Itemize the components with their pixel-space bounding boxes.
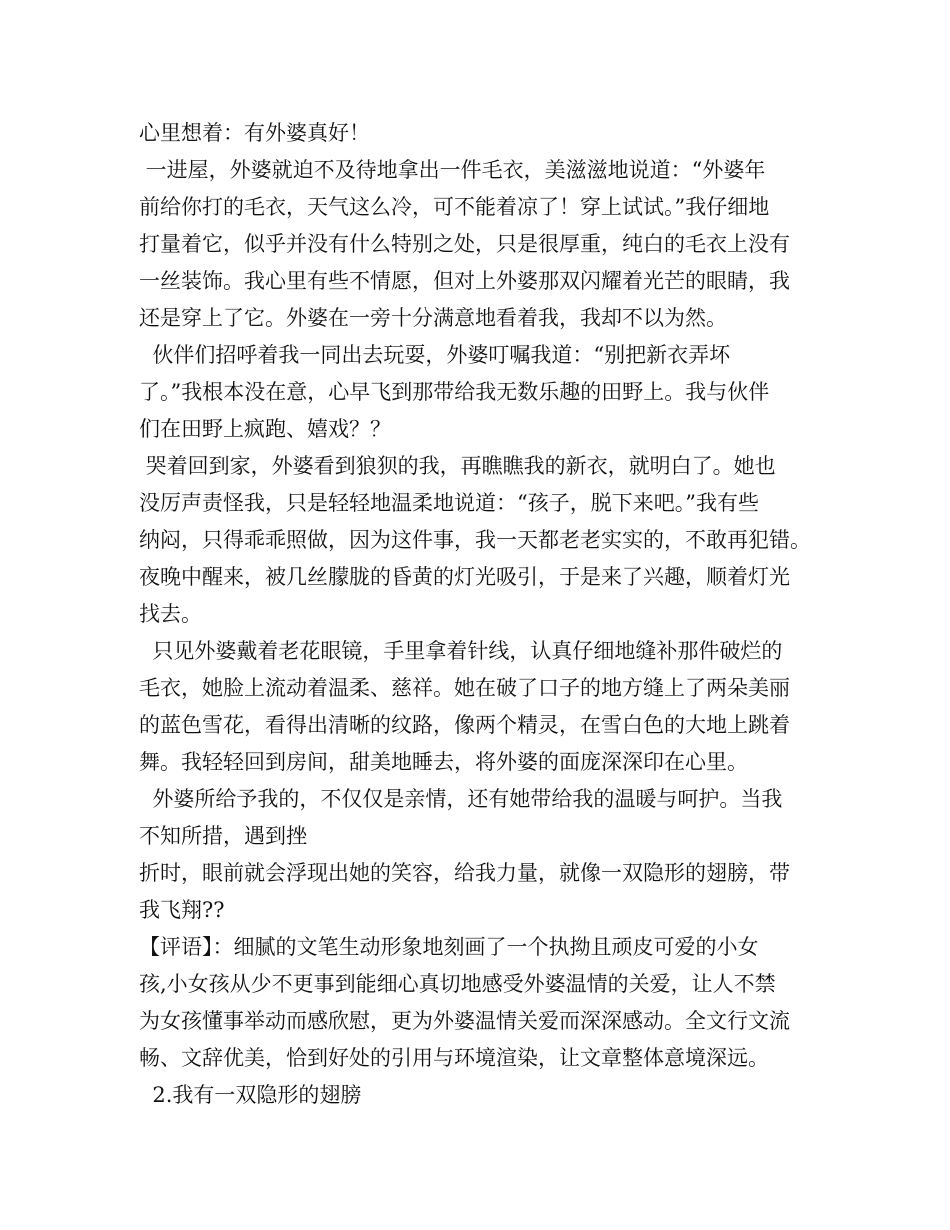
- text-line: 我飞翔??: [139, 898, 225, 922]
- text-line: 一丝装饰。我心里有些不情愿，但对上外婆那双闪耀着光芒的眼睛，我: [139, 269, 790, 293]
- text-line: 们在田野上疯跑、嬉戏？？: [139, 417, 391, 441]
- text-line: 哭着回到家，外婆看到狼狈的我，再瞧瞧我的新衣，就明白了。她也: [139, 454, 776, 478]
- text-line: 纳闷，只得乖乖照做，因为这件事，我一天都老老实实的，不敢再犯错。: [139, 528, 811, 552]
- text-line: 只见外婆戴着老花眼镜，手里拿着针线，认真仔细地缝补那件破烂的: [139, 639, 783, 663]
- comment-line: 【评语】：细腻的文笔生动形象地刻画了一个执拗且顽皮可爱的小女: [139, 935, 759, 959]
- text-line: 夜晚中醒来，被几丝朦胧的昏黄的灯光吸引，于是来了兴趣，顺着灯光: [139, 565, 790, 589]
- comment-line: 畅、文辞优美，恰到好处的引用与环境渲染，让文章整体意境深远。: [139, 1046, 769, 1070]
- section-heading: 2.我有一双隐形的翅膀: [139, 1083, 362, 1107]
- text-line: 找去。: [139, 602, 202, 626]
- text-line: 舞。我轻轻回到房间，甜美地睡去，将外婆的面庞深深印在心里。: [139, 750, 748, 774]
- text-line: 折时，眼前就会浮现出她的笑容，给我力量，就像一双隐形的翅膀，带: [139, 861, 790, 885]
- text-line: 打量着它，似乎并没有什么特别之处，只是很厚重，纯白的毛衣上没有: [139, 232, 790, 256]
- text-line: 心里想着：有外婆真好！: [139, 121, 370, 145]
- text-line: 的蓝色雪花，看得出清晰的纹路，像两个精灵，在雪白色的大地上跳着: [139, 713, 790, 737]
- text-line: 外婆所给予我的，不仅仅是亲情，还有她带给我的温暖与呵护。当我: [139, 787, 783, 811]
- text-line: 前给你打的毛衣，天气这么冷，可不能着凉了！穿上试试。”我仔细地: [139, 195, 770, 219]
- comment-line: 为女孩懂事举动而感欣慰，更为外婆温情关爱而深深感动。全文行文流: [139, 1009, 790, 1033]
- text-line: 毛衣，她脸上流动着温柔、慈祥。她在破了口子的地方缝上了两朵美丽: [139, 676, 790, 700]
- text-line: 不知所措，遇到挫: [139, 824, 307, 848]
- text-line: 伙伴们招呼着我一同出去玩耍，外婆叮嘱我道：“别把新衣弄坏: [139, 343, 731, 367]
- text-line: 了。”我根本没在意，心早飞到那带给我无数乐趣的田野上。我与伙伴: [139, 380, 770, 404]
- text-line: 还是穿上了它。外婆在一旁十分满意地看着我，我却不以为然。: [139, 306, 727, 330]
- text-line: 没厉声责怪我，只是轻轻地温柔地说道：“孩子，脱下来吧。”我有些: [139, 491, 759, 515]
- essay-text: [139, 115, 829, 1114]
- text-line: 一进屋，外婆就迫不及待地拿出一件毛衣，美滋滋地说道：“外婆年: [139, 158, 766, 182]
- comment-line: 孩,小女孩从少不更事到能细心真切地感受外婆温情的关爱，让人不禁: [139, 972, 776, 996]
